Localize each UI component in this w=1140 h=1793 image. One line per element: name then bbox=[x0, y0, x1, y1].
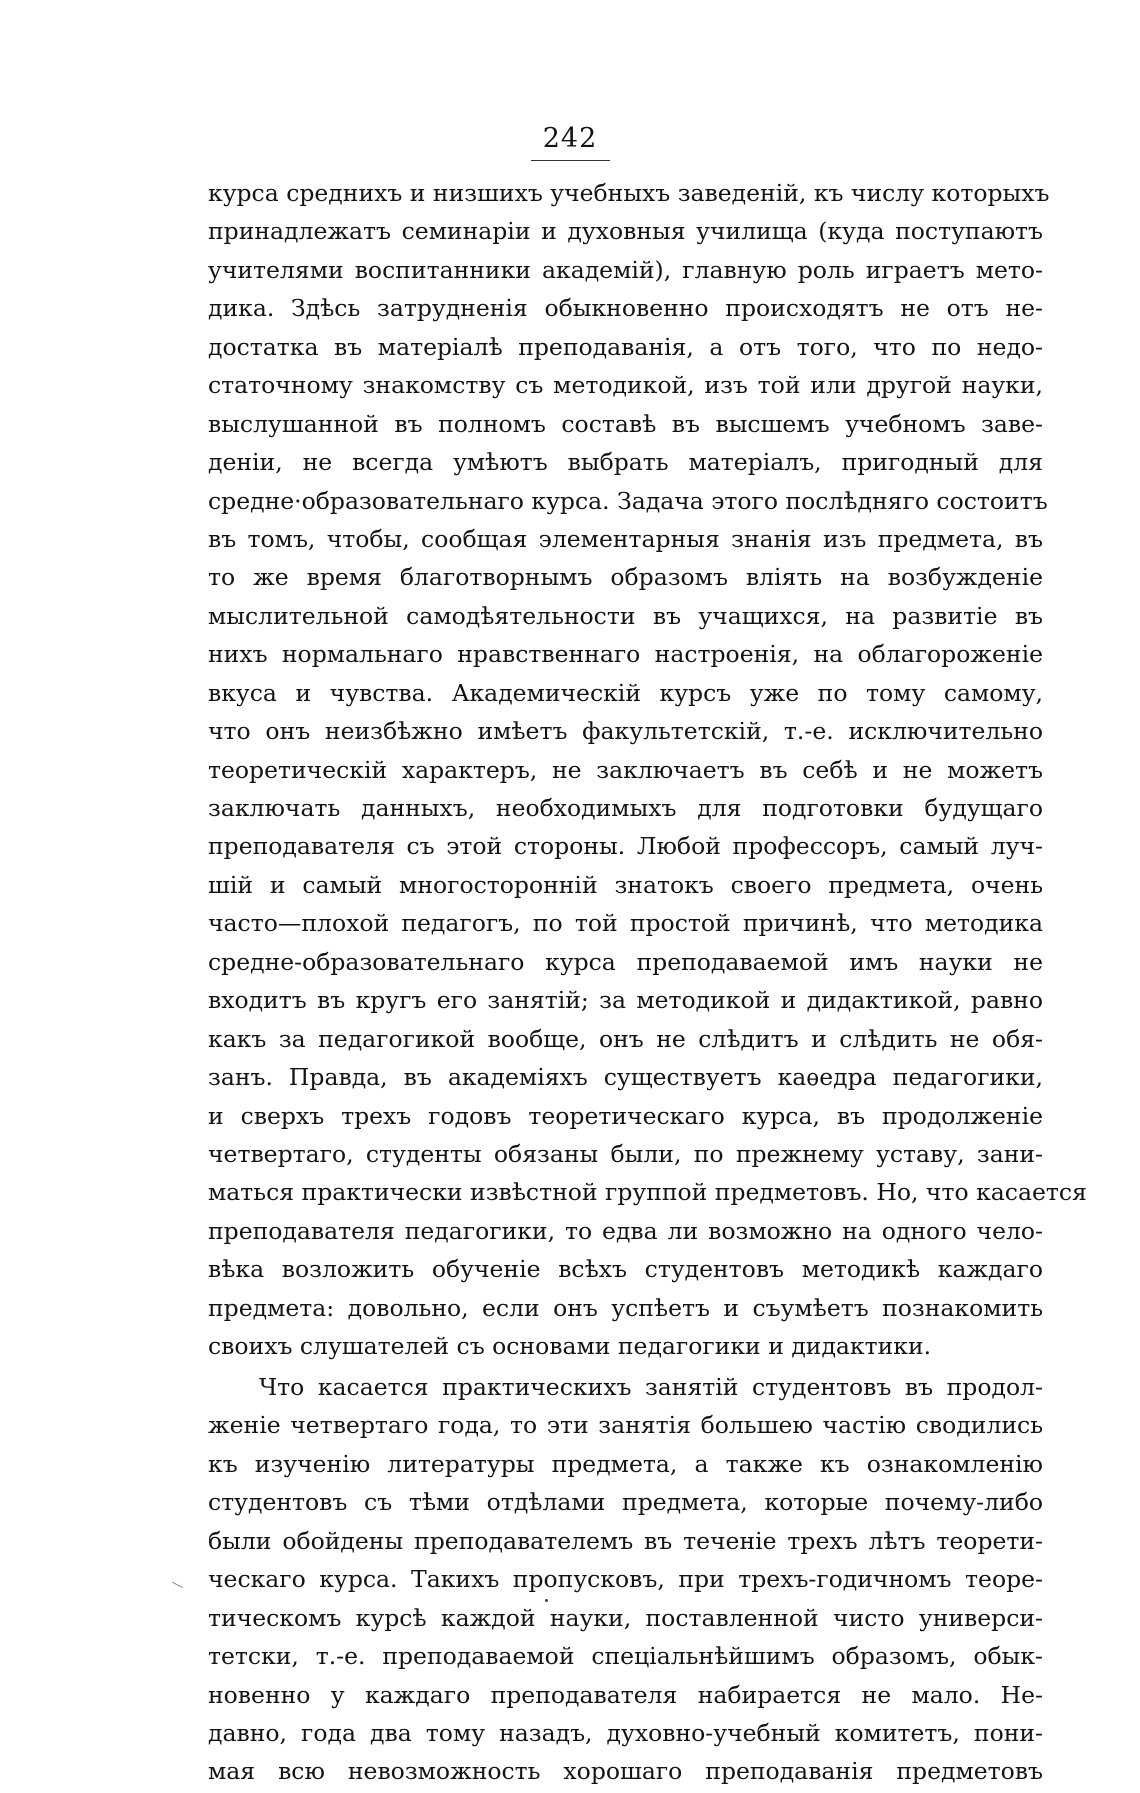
text-line: предмета: довольно, если онъ успѣетъ и съумѣетъ познакомить bbox=[208, 1293, 1043, 1322]
text-line: курса среднихъ и низшихъ учебныхъ заведеній, къ числу которыхъ bbox=[208, 179, 1050, 207]
text-line: входитъ въ кругъ его занятій; за методикой и дидактикой, равно bbox=[208, 986, 1043, 1015]
text-line: теоретическій характеръ, не заключаетъ въ себѣ и не можетъ bbox=[208, 755, 1043, 784]
text-line: своихъ слушателей съ основами педагогики и дидактики. bbox=[208, 1332, 932, 1361]
text-line: тетски, т.-е. преподаваемой спеціальнѣйшимъ образомъ, обык- bbox=[208, 1642, 1043, 1671]
text-line: мая всю невозможность хорошаго преподаванія предметовъ bbox=[208, 1757, 1043, 1786]
text-line: студентовъ съ тѣми отдѣлами предмета, которые почему-либо bbox=[208, 1488, 1043, 1517]
text-line: занъ. Правда, въ академіяхъ существуетъ каѳедра педагогики, bbox=[208, 1063, 1043, 1092]
text-line: деніи, не всегда умѣютъ выбрать матеріалъ, пригодный для bbox=[208, 448, 1043, 477]
text-line: средне-образовательнаго курса преподаваемой имъ науки не bbox=[208, 947, 1043, 976]
paragraph-2 bbox=[208, 1368, 1043, 1791]
text-line: Что касается практическихъ занятій студентовъ въ продол- bbox=[259, 1373, 1043, 1401]
header-rule bbox=[531, 160, 610, 161]
text-line: вкуса и чувства. Академическій курсъ уже по тому самому, bbox=[208, 678, 1043, 707]
text-line: женіе четвертаго года, то эти занятія большею частію сводились bbox=[208, 1411, 1043, 1440]
text-line: нихъ нормальнаго нравственнаго настроенія, на облагороженіе bbox=[208, 640, 1043, 669]
text-line: часто—плохой педагогъ, по той простой причинѣ, что методика bbox=[208, 909, 1043, 938]
text-line: дика. Здѣсь затрудненія обыкновенно происходятъ не отъ не- bbox=[208, 294, 1043, 323]
paragraph-1 bbox=[208, 174, 1087, 1366]
text-line: давно, года два тому назадъ, духовно-учебный комитетъ, пони- bbox=[208, 1718, 1043, 1747]
text-line: къ изученію литературы предмета, а также къ ознакомленію bbox=[208, 1449, 1043, 1478]
text-line: достатка въ матеріалѣ преподаванія, а отъ того, что по недо- bbox=[208, 332, 1043, 361]
text-line: учителями воспитанники академій), главную роль играетъ мето- bbox=[208, 255, 1043, 284]
text-line: преподавателя съ этой стороны. Любой профессоръ, самый луч- bbox=[208, 832, 1043, 861]
text-line: то же время благотворнымъ образомъ вліять на возбужденіе bbox=[208, 563, 1043, 592]
text-line: четвертаго, студенты обязаны были, по прежнему уставу, зани- bbox=[208, 1139, 1043, 1168]
text-line: тическомъ курсѣ каждой науки, поставленной чисто универси- bbox=[208, 1603, 1043, 1632]
text-line: въ томъ, чтобы, сообщая элементарныя знанія изъ предмета, въ bbox=[208, 524, 1043, 553]
text-line: выслушанной въ полномъ составѣ въ высшемъ учебномъ заве- bbox=[208, 409, 1043, 438]
page-number: 242 bbox=[542, 123, 598, 154]
text-line: маться практически извѣстной группой предметовъ. Но, что касается bbox=[208, 1178, 1087, 1207]
ink-speck bbox=[545, 1599, 548, 1602]
text-line: статочному знакомству съ методикой, изъ той или другой науки, bbox=[208, 371, 1043, 400]
text-line: новенно у каждаго преподавателя набирается не мало. Не- bbox=[208, 1680, 1043, 1709]
text-line: какъ за педагогикой вообще, онъ не слѣдитъ и слѣдить не обя- bbox=[208, 1024, 1043, 1053]
text-line: были обойдены преподавателемъ въ теченіе трехъ лѣтъ теорети- bbox=[208, 1526, 1043, 1555]
text-line: что онъ неизбѣжно имѣетъ факультетскій, т.-е. исключительно bbox=[208, 717, 1043, 746]
text-line: и сверхъ трехъ годовъ теоретическаго курса, въ продолженіе bbox=[208, 1101, 1043, 1130]
text-line: ческаго курса. Такихъ пропусковъ, при трехъ-годичномъ теоре- bbox=[208, 1565, 1043, 1594]
text-line: мыслительной самодѣятельности въ учащихся, на развитіе въ bbox=[208, 601, 1043, 630]
text-line: шій и самый многосторонній знатокъ своего предмета, очень bbox=[208, 870, 1043, 899]
text-line: преподавателя педагогики, то едва ли возможно на одного чело- bbox=[208, 1216, 1043, 1245]
text-line: вѣка возложить обученіе всѣхъ студентовъ методикѣ каждаго bbox=[208, 1255, 1043, 1284]
text-line: средне·образовательнаго курса. Задача этого послѣдняго состоитъ bbox=[208, 486, 1048, 515]
text-line: принадлежатъ семинаріи и духовныя училища (куда поступаютъ bbox=[208, 217, 1043, 246]
text-line: заключать данныхъ, необходимыхъ для подготовки будущаго bbox=[208, 794, 1043, 822]
margin-mark bbox=[169, 1582, 183, 1594]
